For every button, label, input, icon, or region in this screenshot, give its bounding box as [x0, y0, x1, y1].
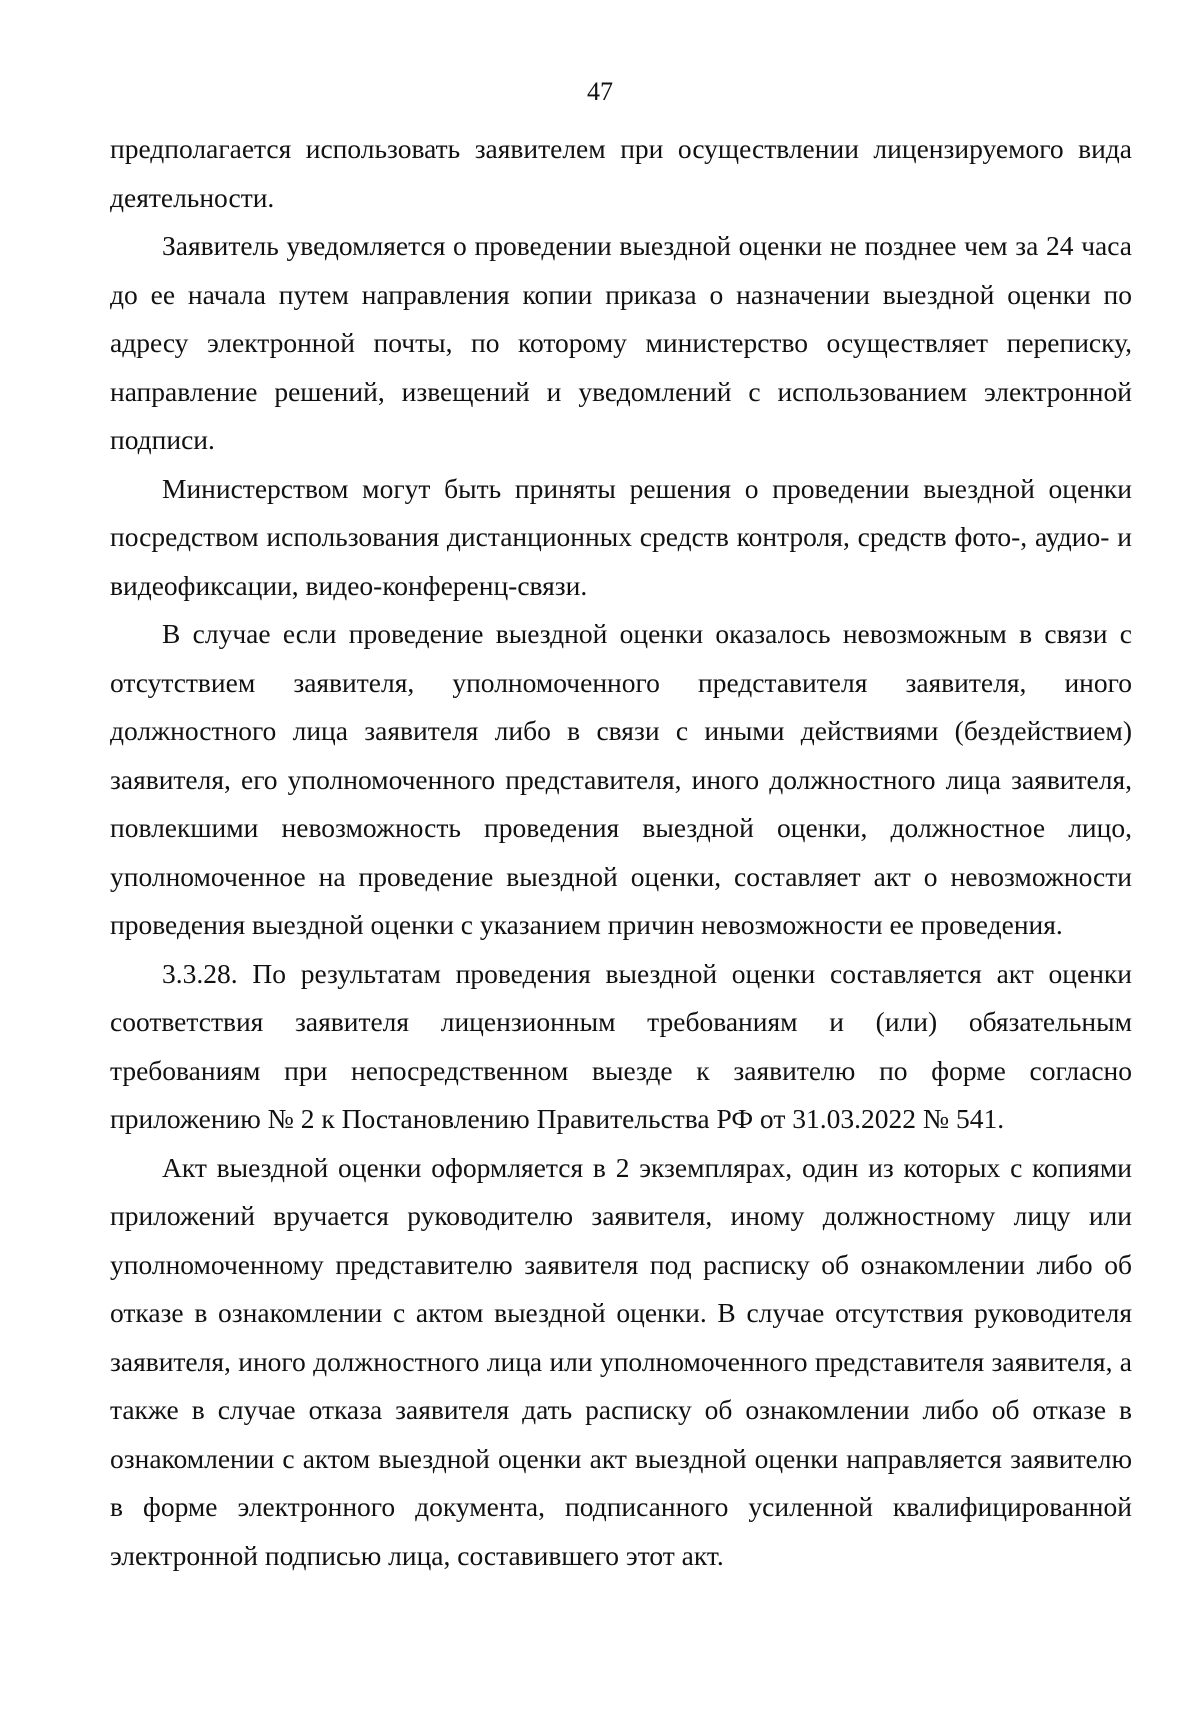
page-number: 47: [587, 77, 613, 106]
paragraph-act-copies: Акт выездной оценки оформляется в 2 экземплярах, один из которых с копиями приложений вручается руководителю заявителя, иному должностному лицу или уполномоченному представителю заявителя под расписку об ознакомлении либо об отказе в ознакомлении с актом выездной оценки. В случае отсутствия руководителя заявителя, иного должностного лица или уполномоченного представителя заявителя, а также в случае отказа заявителя дать расписку об ознакомлении либо об отказе в ознакомлении с актом выездной оценки акт выездной оценки направляется заявителю в форме электронного документа, подписанного усиленной квалифицированной электронной подписью лица, составившего этот акт.: [110, 1151, 1132, 1571]
paragraph-continuation: предполагается использовать заявителем при осуществлении лицензируемого вида деятельности.: [110, 133, 1132, 213]
paragraph-notification: Заявитель уведомляется о проведении выездной оценки не позднее чем за 24 часа до ее начала путем направления копии приказа о назначении выездной оценки по адресу электронной почты, по которому министерство осуществляет переписку, направление решений, извещений и уведомлений с использованием электронной подписи.: [110, 230, 1132, 455]
paragraph-impossibility-act: В случае если проведение выездной оценки оказалось невозможным в связи с отсутствием заявителя, уполномоченного представителя заявителя, иного должностного лица заявителя либо в связи с иными действиями (бездействием) заявителя, его уполномоченного представителя, иного должностного лица заявителя, повлекшими невозможность проведения выездной оценки, должностное лицо, уполномоченное на проведение выездной оценки, составляет акт о невозможности проведения выездной оценки с указанием причин невозможности ее проведения.: [110, 618, 1132, 940]
paragraph-3-3-28: 3.3.28. По результатам проведения выездной оценки составляется акт оценки соответствия заявителя лицензионным требованиям и (или) обязательным требованиям при непосредственном выезде к заявителю по форме согласно приложению № 2 к Постановлению Правительства РФ от 31.03.2022 № 541.: [110, 957, 1132, 1134]
paragraph-remote-assessment: Министерством могут быть приняты решения о проведении выездной оценки посредством использования дистанционных средств контроля, средств фото-, аудио- и видеофиксации, видео-конференц-связи.: [110, 472, 1132, 601]
document-body: [110, 125, 1132, 1580]
